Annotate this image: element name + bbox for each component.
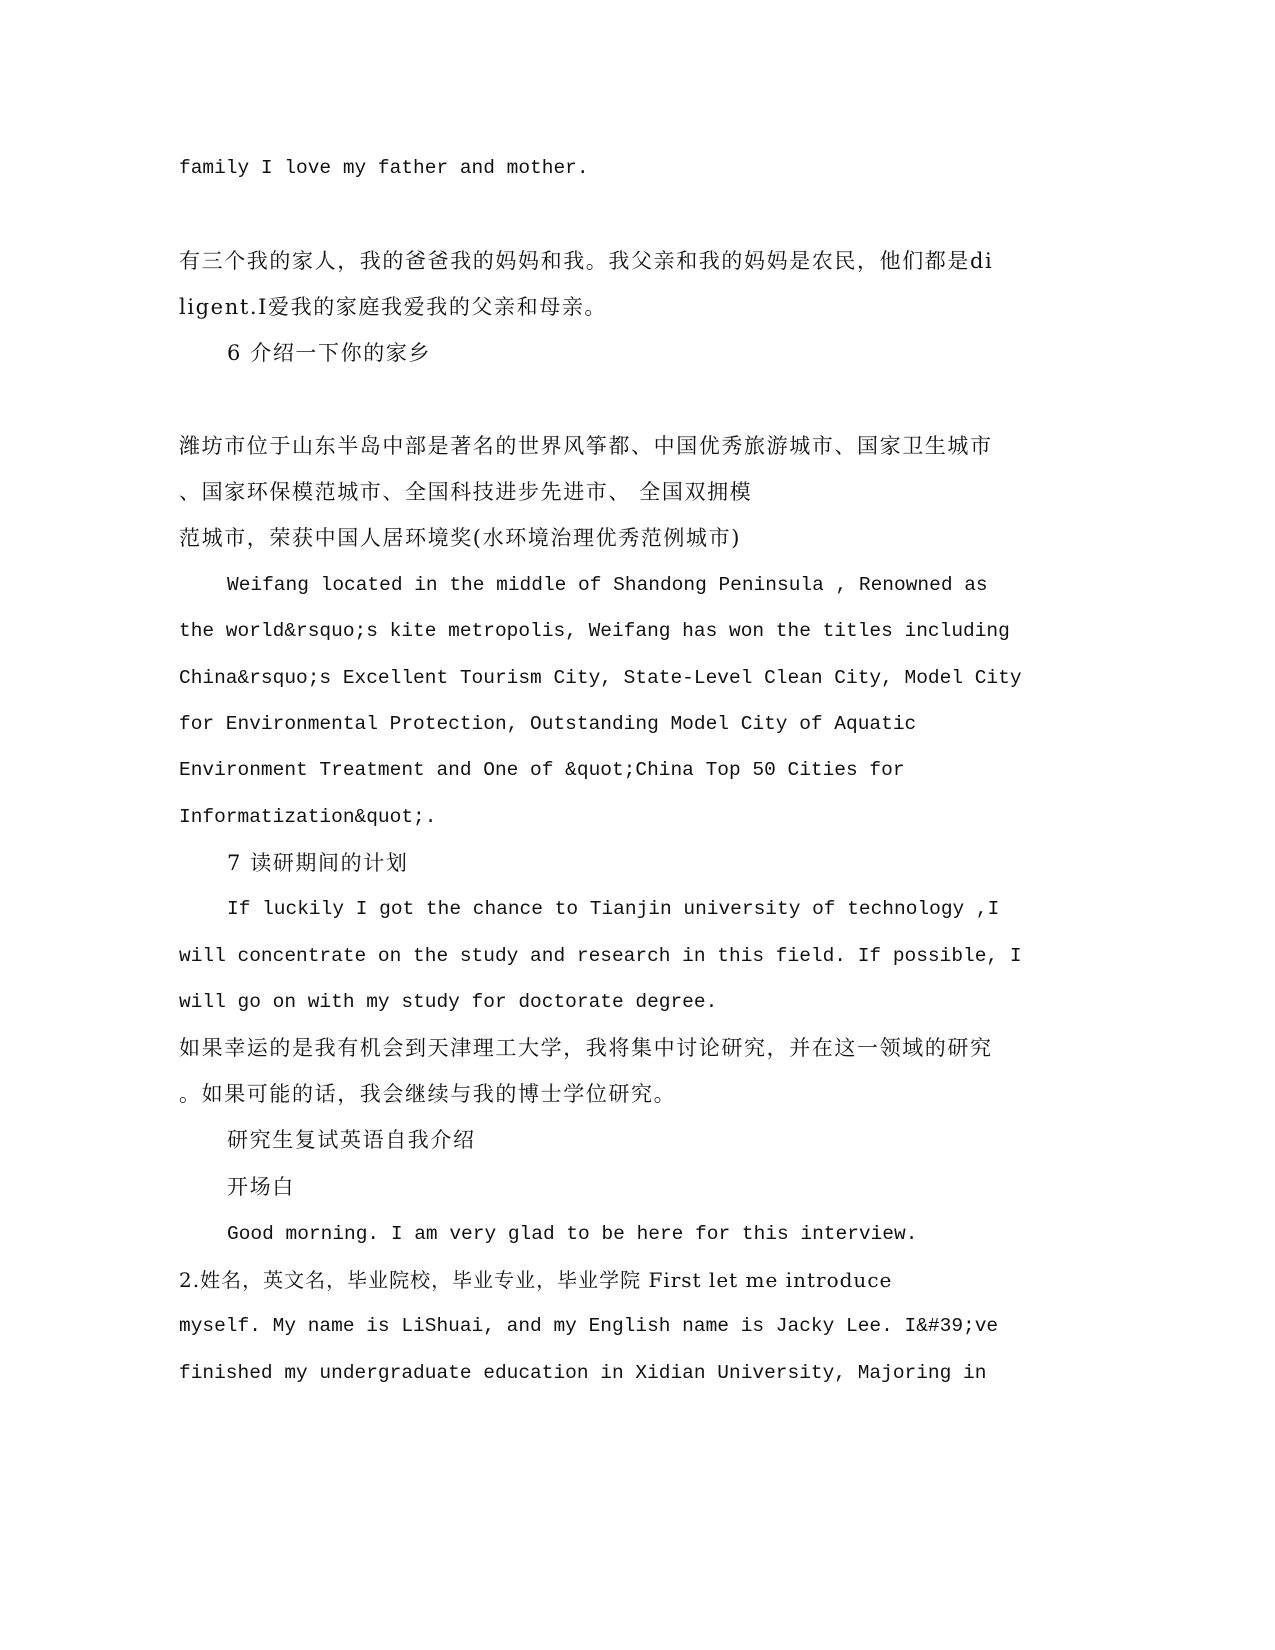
text-line: 、国家环保模范城市、全国科技进步先进市、 全国双拥模	[179, 480, 753, 504]
text-line: 。如果可能的话，我会继续与我的博士学位研究。	[179, 1082, 677, 1106]
text-line: China&rsquo;s Excellent Tourism City, State-Level Clean City, Model City	[179, 667, 1022, 689]
text-line: Environment Treatment and One of &quot;China Top 50 Cities for	[179, 759, 905, 781]
text-line: 2.姓名，英文名，毕业院校，毕业专业，毕业学院 First let me introduce	[179, 1268, 893, 1292]
text-line: the world&rsquo;s kite metropolis, Weifang has won the titles including	[179, 620, 1010, 642]
text-line: ligent.I爱我的家庭我爱我的父亲和母亲。	[179, 295, 608, 319]
section-heading: 开场白	[227, 1175, 295, 1199]
text-line: will concentrate on the study and research in this field. If possible, I	[179, 945, 1022, 967]
text-line: finished my undergraduate education in Xidian University, Majoring in	[179, 1362, 987, 1384]
section-heading: 7 读研期间的计划	[227, 851, 409, 875]
text-line: will go on with my study for doctorate degree.	[179, 991, 718, 1013]
text-line: 范城市，荣获中国人居环境奖(水环境治理优秀范例城市)	[179, 526, 741, 550]
text-line: If luckily I got the chance to Tianjin university of technology ,I	[227, 898, 1000, 920]
text-line: 有三个我的家人，我的爸爸我的妈妈和我。我父亲和我的妈妈是农民，他们都是di	[179, 249, 994, 273]
text-line: Informatization&quot;.	[179, 806, 437, 828]
text-line: family I love my father and mother.	[179, 157, 589, 179]
section-heading: 研究生复试英语自我介绍	[227, 1128, 476, 1152]
text-line: Weifang located in the middle of Shandong Peninsula , Renowned as	[227, 574, 988, 596]
text-line: Good morning. I am very glad to be here for this interview.	[227, 1223, 918, 1245]
section-heading: 6 介绍一下你的家乡	[227, 341, 432, 365]
text-line: myself. My name is LiShuai, and my English name is Jacky Lee. I&#39;ve	[179, 1315, 999, 1337]
text-line: 潍坊市位于山东半岛中部是著名的世界风筝都、中国优秀旅游城市、国家卫生城市	[179, 434, 993, 458]
text-line: 如果幸运的是我有机会到天津理工大学，我将集中讨论研究，并在这一领域的研究	[179, 1036, 993, 1060]
text-line: for Environmental Protection, Outstanding Model City of Aquatic	[179, 713, 917, 735]
